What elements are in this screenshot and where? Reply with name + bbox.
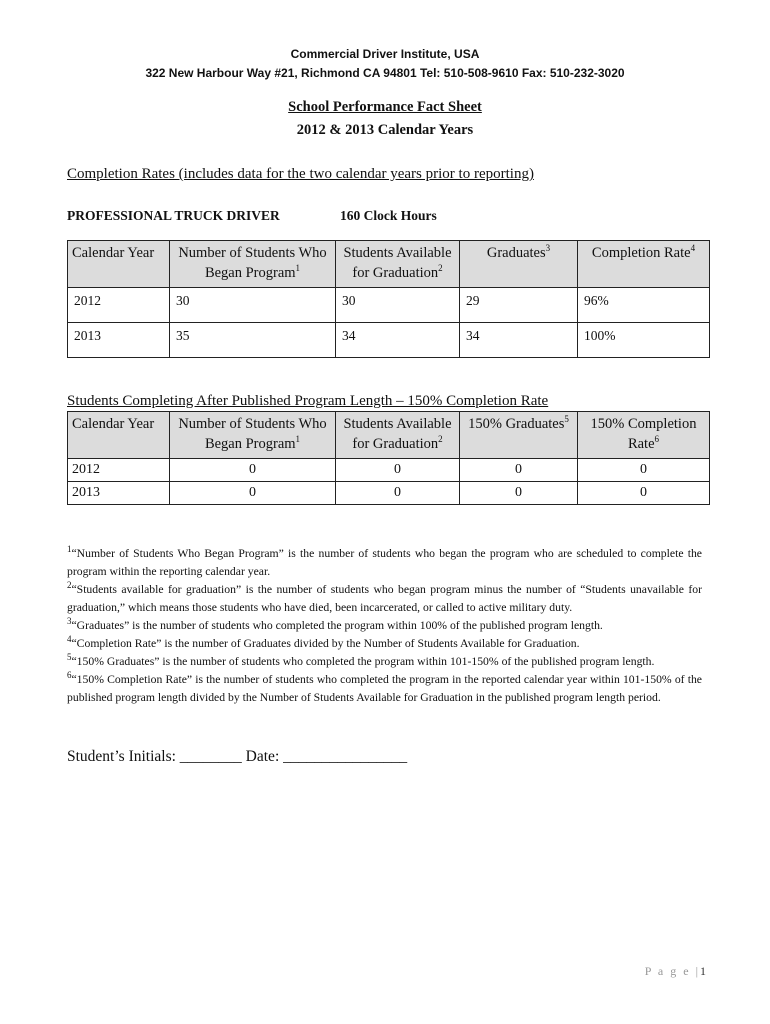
cell-began: 0 [170, 482, 336, 505]
header-available: Students Available for Graduation$^2$ [336, 241, 460, 288]
page-number: P a g e |1 [644, 964, 708, 978]
header-began-program: Number of Students Who Began Program$^1$ [170, 241, 336, 288]
header-completion-rate: Completion Rate$^4$ [578, 241, 710, 288]
table-header-row [68, 412, 710, 459]
cell-rate: 96% [578, 288, 710, 323]
extended-completion-table [67, 411, 710, 505]
cell-year: 2013 [68, 482, 170, 505]
cell-graduates: 29 [460, 288, 578, 323]
table-header-row [68, 241, 710, 288]
cell-rate: 100% [578, 323, 710, 358]
header-began-program: Number of Students Who Began Program$^1$ [170, 412, 336, 459]
footnote-3: $^3$“Graduates” is the number of students who completed the program within 100% of the published program length. [67, 616, 603, 632]
completion-rates-heading: Completion Rates (includes data for the two calendar years prior to reporting) [67, 166, 534, 182]
footnotes [67, 545, 702, 707]
cell-year: 2013 [68, 323, 170, 358]
footnote-6: $^6$“150% Completion Rate” is the number of students who completed the program in the reported calendar year within 101-150% of the published program length divided by the Number of Students Available for Graduation in the published program length period. [67, 670, 702, 704]
header-calendar-year: Calendar Year [68, 241, 170, 288]
cell-year: 2012 [68, 288, 170, 323]
header-available: Students Available for Graduation$^2$ [336, 412, 460, 459]
cell-began: 0 [170, 459, 336, 482]
header-150-graduates: 150% Graduates$^5$ [460, 412, 578, 459]
program-hours: 160 Clock Hours [340, 208, 437, 223]
cell-rate: 0 [578, 482, 710, 505]
table-row [68, 482, 710, 505]
footnote-4: $^4$“Completion Rate” is the number of Graduates divided by the Number of Students Available for Graduation. [67, 634, 580, 650]
footnote-1: $^1$“Number of Students Who Began Program” is the number of students who began the program who are scheduled to complete the program within the reporting calendar year. [67, 544, 702, 578]
page-title: School Performance Fact Sheet [288, 99, 482, 115]
footnote-2: $^2$“Students available for graduation” is the number of students who began program minus the number of “Students unavailable for graduation,” which means those students who have died, been incarcerated, or called to active military duty. [67, 580, 702, 614]
cell-graduates: 34 [460, 323, 578, 358]
cell-available: 0 [336, 482, 460, 505]
table-row [68, 288, 710, 323]
cell-graduates: 0 [460, 459, 578, 482]
header-graduates: Graduates$^3$ [460, 241, 578, 288]
cell-available: 0 [336, 459, 460, 482]
page-subtitle: 2012 & 2013 Calendar Years [296, 122, 474, 138]
footnote-5: $^5$“150% Graduates” is the number of students who completed the program within 101-150% of the published program length. [67, 652, 655, 668]
table-row [68, 323, 710, 358]
table-row [68, 459, 710, 482]
cell-year: 2012 [68, 459, 170, 482]
cell-available: 30 [336, 288, 460, 323]
extended-completion-heading: Students Completing After Published Program Length – 150% Completion Rate [67, 393, 549, 409]
header-150-completion-rate: 150% Completion Rate$^6$ [578, 412, 710, 459]
cell-began: 30 [170, 288, 336, 323]
cell-rate: 0 [578, 459, 710, 482]
header-calendar-year: Calendar Year [68, 412, 170, 459]
cell-graduates: 0 [460, 482, 578, 505]
student-initials-date-line: Student’s Initials: ________ Date: ________________ [67, 748, 408, 765]
institute-name: Commercial Driver Institute, USA [290, 47, 480, 61]
program-name: PROFESSIONAL TRUCK DRIVER [67, 208, 280, 223]
cell-available: 34 [336, 323, 460, 358]
institute-address: 322 New Harbour Way #21, Richmond CA 94801 Tel: 510-508-9610 Fax: 510-232-3020 [145, 66, 625, 80]
cell-began: 35 [170, 323, 336, 358]
completion-rates-table [67, 240, 710, 358]
